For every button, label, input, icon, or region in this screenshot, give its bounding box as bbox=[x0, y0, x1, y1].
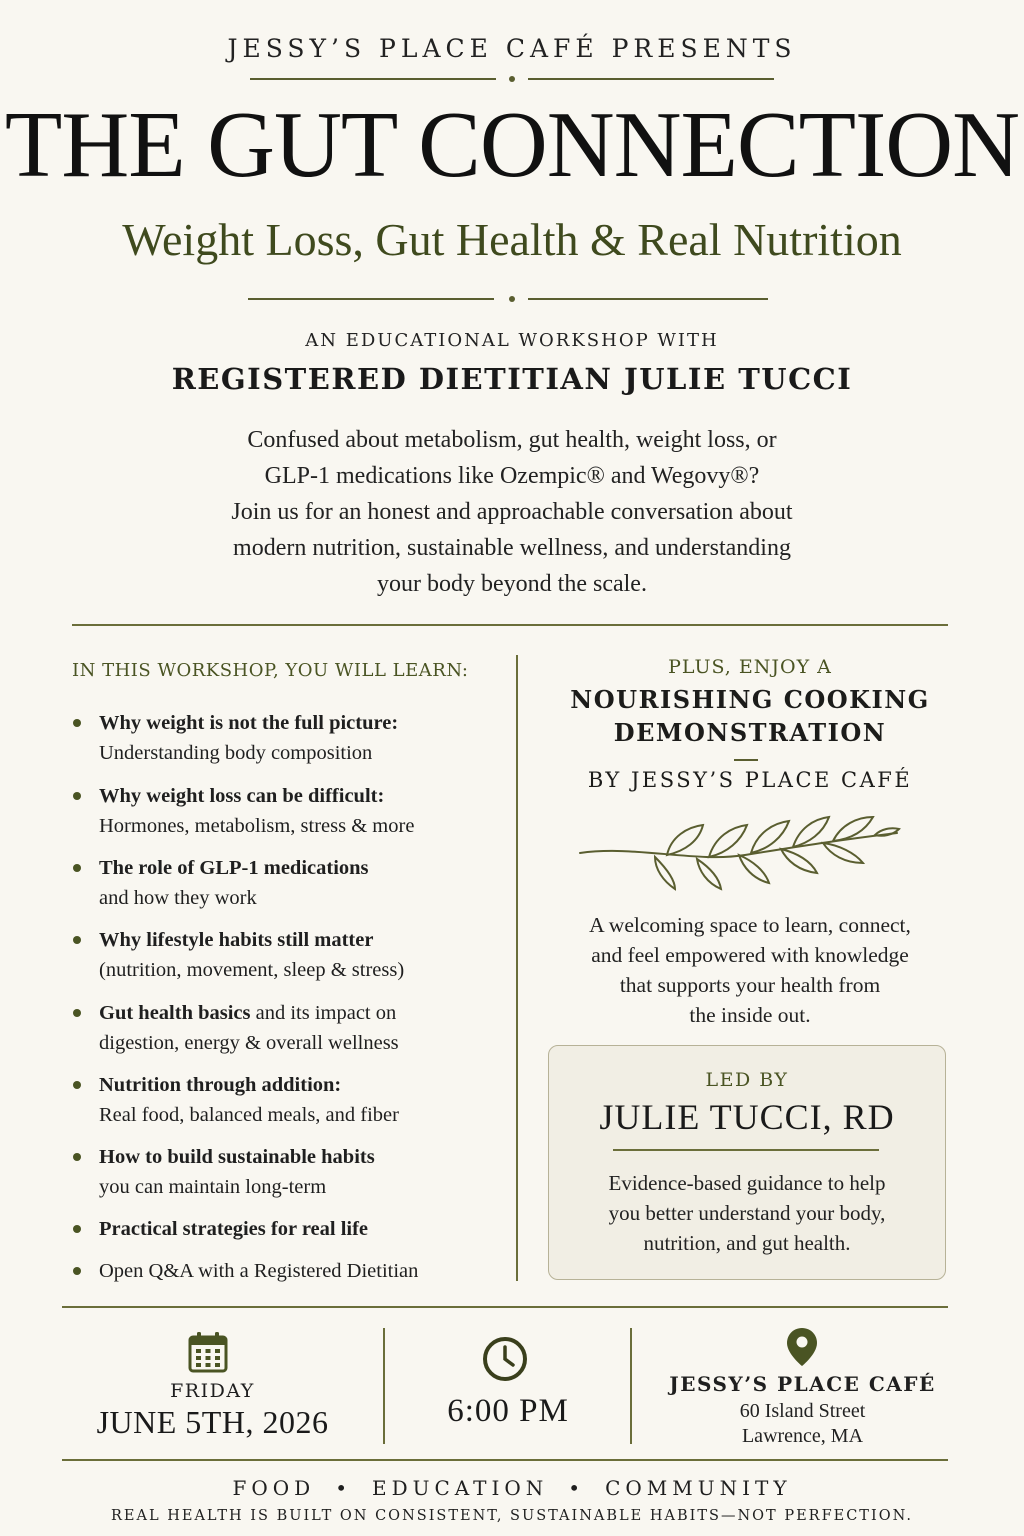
welcome-line: A welcoming space to learn, connect, bbox=[589, 913, 911, 937]
led-by-description bbox=[548, 1168, 946, 1258]
event-street: 60 Island Street bbox=[739, 1400, 866, 1422]
intro-line: Confused about metabolism, gut health, weight loss, or bbox=[247, 427, 777, 453]
bullet bbox=[73, 1009, 81, 1017]
intro-line: modern nutrition, sustainable wellness, and understanding bbox=[233, 535, 791, 561]
column-divider bbox=[516, 655, 518, 1281]
section-divider bbox=[72, 624, 948, 626]
bullet bbox=[73, 1225, 81, 1233]
divider-dot bbox=[509, 76, 515, 82]
info-column-divider bbox=[630, 1328, 632, 1444]
info-divider-top bbox=[62, 1306, 948, 1308]
list-item: Why lifestyle habits still matter (nutrition, movement, sleep & stress) bbox=[72, 925, 502, 985]
presents-line: JESSY’S PLACE CAFÉ PRESENTS bbox=[227, 34, 797, 63]
bullet bbox=[73, 792, 81, 800]
tag-education: EDUCATION bbox=[371, 1476, 549, 1500]
tag-food: FOOD bbox=[232, 1476, 316, 1500]
footer-motto: REAL HEALTH IS BUILT ON CONSISTENT, SUSTAINABLE HABITS—NOT PERFECTION. bbox=[111, 1508, 913, 1524]
intro-line: your body beyond the scale. bbox=[377, 571, 647, 597]
page-title: THE GUT CONNECTION bbox=[4, 93, 1020, 197]
demo-host: BY JESSY’S PLACE CAFÉ bbox=[587, 768, 913, 792]
bullet bbox=[73, 719, 81, 727]
led-by-line: Evidence-based guidance to help bbox=[608, 1171, 886, 1195]
intro-paragraph bbox=[170, 422, 854, 602]
map-pin-icon bbox=[785, 1326, 819, 1368]
led-by-label: LED BY bbox=[705, 1069, 789, 1091]
divider-left bbox=[248, 298, 494, 300]
list-item: The role of GLP-1 medications and how they work bbox=[72, 853, 502, 913]
intro-line: Join us for an honest and approachable conversation about bbox=[231, 499, 793, 525]
list-item: Why weight loss can be difficult: Hormones, metabolism, stress & more bbox=[72, 781, 502, 841]
list-item: Open Q&A with a Registered Dietitian bbox=[72, 1256, 502, 1286]
welcome-line: and feel empowered with knowledge bbox=[591, 943, 909, 967]
presenter-name: REGISTERED DIETITIAN JULIE TUCCI bbox=[171, 362, 853, 396]
list-item: How to build sustainable habits you can maintain long-term bbox=[72, 1142, 502, 1202]
event-city: Lawrence, MA bbox=[741, 1425, 864, 1447]
bullet bbox=[73, 864, 81, 872]
list-item: Gut health basics and its impact on digestion, energy & overall wellness bbox=[72, 998, 502, 1058]
demo-title-line: NOURISHING COOKING bbox=[570, 685, 930, 714]
list-item: Practical strategies for real life bbox=[72, 1214, 502, 1244]
bullet bbox=[73, 1081, 81, 1089]
info-column-divider bbox=[383, 1328, 385, 1444]
event-date: JUNE 5TH, 2026 bbox=[96, 1404, 329, 1440]
list-item: Why weight is not the full picture: Understanding body composition bbox=[72, 708, 502, 768]
bullet bbox=[73, 1267, 81, 1275]
workshop-with-label: AN EDUCATIONAL WORKSHOP WITH bbox=[305, 330, 719, 351]
calendar-icon bbox=[188, 1331, 228, 1373]
demo-title bbox=[560, 683, 940, 749]
bullet bbox=[73, 936, 81, 944]
tag-community: COMMUNITY bbox=[605, 1476, 792, 1500]
led-by-line: you better understand your body, bbox=[608, 1201, 886, 1225]
divider-dot bbox=[509, 296, 515, 302]
footer-tagline bbox=[0, 1476, 1024, 1500]
welcome-line: the inside out. bbox=[689, 1003, 811, 1027]
divider-right bbox=[528, 78, 774, 80]
welcome-text bbox=[550, 910, 950, 1030]
demo-dash bbox=[734, 759, 758, 761]
clock-icon bbox=[481, 1335, 529, 1383]
led-by-divider bbox=[613, 1149, 879, 1151]
tag-separator: • bbox=[568, 1476, 586, 1500]
leaf-sprig-icon bbox=[575, 815, 905, 895]
list-item: Nutrition through addition: Real food, balanced meals, and fiber bbox=[72, 1070, 502, 1130]
event-day: FRIDAY bbox=[170, 1380, 255, 1402]
led-by-line: nutrition, and gut health. bbox=[643, 1231, 851, 1255]
event-time: 6:00 PM bbox=[447, 1393, 569, 1429]
tag-separator: • bbox=[335, 1476, 352, 1500]
divider-left bbox=[250, 78, 496, 80]
event-venue: JESSY’S PLACE CAFÉ bbox=[669, 1372, 936, 1396]
learn-heading: IN THIS WORKSHOP, YOU WILL LEARN: bbox=[72, 660, 469, 681]
welcome-line: that supports your health from bbox=[619, 973, 881, 997]
divider-right bbox=[528, 298, 768, 300]
plus-label: PLUS, ENJOY A bbox=[668, 656, 832, 678]
bullet bbox=[73, 1153, 81, 1161]
led-by-name: JULIE TUCCI, RD bbox=[599, 1097, 895, 1137]
info-divider-bottom bbox=[62, 1459, 948, 1461]
intro-line: GLP-1 medications like Ozempic® and Wegovy®? bbox=[264, 463, 760, 489]
page-subtitle: Weight Loss, Gut Health & Real Nutrition bbox=[122, 214, 902, 265]
demo-title-line: DEMONSTRATION bbox=[613, 718, 887, 747]
